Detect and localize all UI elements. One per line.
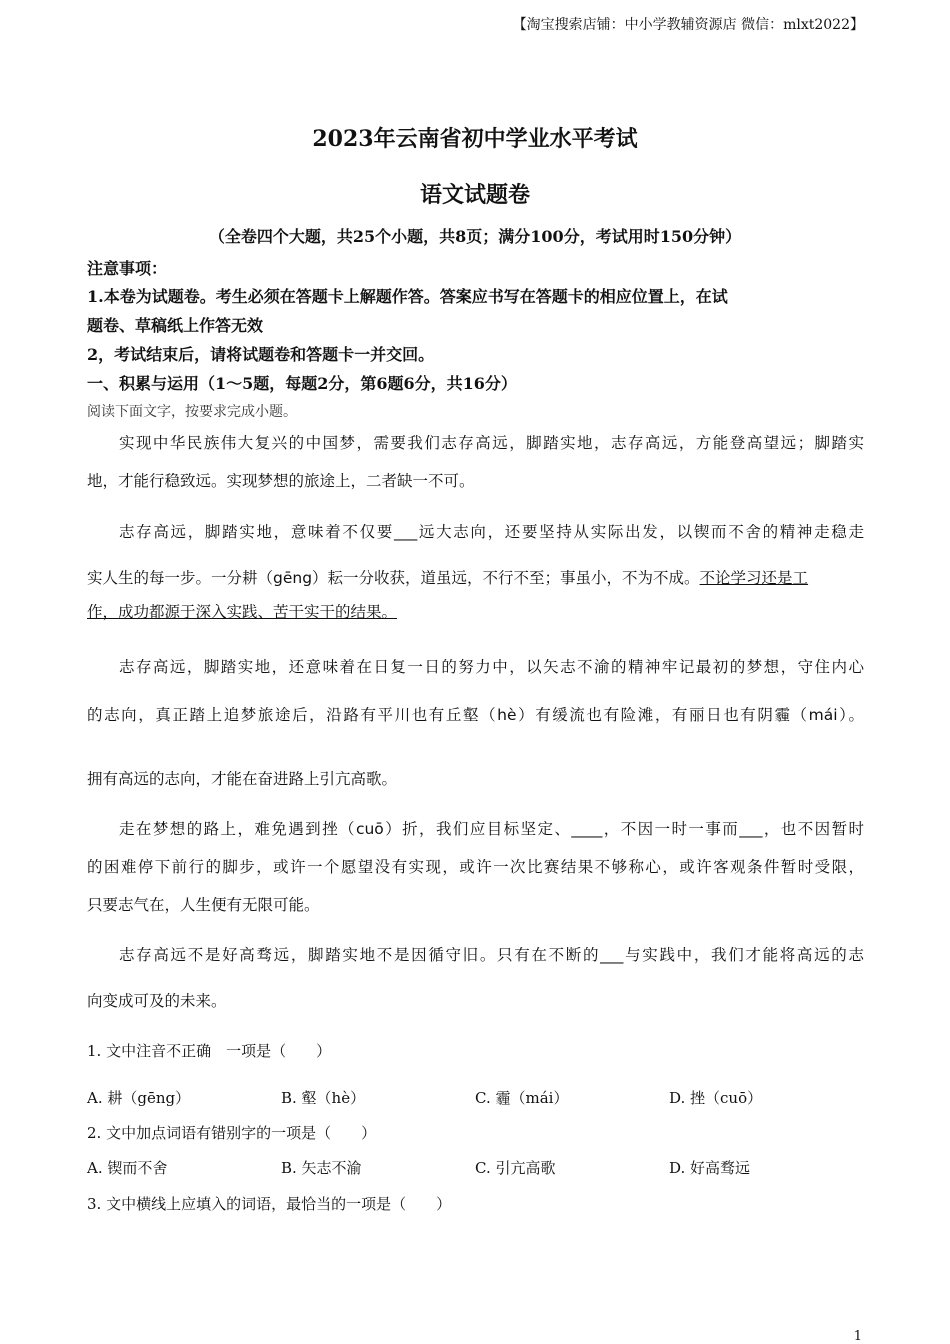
q2-option-b[interactable]: B. 矢志不渝 — [281, 1159, 362, 1177]
question-1: 1. 文中注音不正确 一项是（ ） — [87, 1042, 332, 1060]
question-3: 3. 文中横线上应填入的词语，最恰当的一项是（ ） — [87, 1195, 452, 1213]
underlined-sentence: 不论学习还是工 — [699, 569, 809, 587]
passage-line: 的志向，真正踏上追梦旅途后，沿路有平川也有丘壑（hè）有缓流也有险滩，有丽日也有阴霾（mái）。 — [87, 706, 864, 724]
reading-instruction: 阅读下面文字，按要求完成小题。 — [87, 404, 297, 420]
notice-item-2: 2，考试结束后，请将试题卷和答题卡一并交回。 — [87, 345, 435, 364]
passage-paragraph-4 — [87, 810, 864, 924]
passage-line: 志存高远，脚踏实地，还意味着在日复一日的努力中，以矢志不渝的精神牢记最初的梦想，守住内心 — [119, 658, 864, 676]
exam-subtitle: 语文试题卷 — [419, 182, 530, 208]
passage-line: 拥有高远的志向，才能在奋进路上引亢高歌。 — [87, 770, 398, 788]
passage-line — [87, 593, 864, 631]
passage-paragraph-1 — [87, 424, 864, 500]
q2-option-a[interactable]: A. 锲而不舍 — [87, 1159, 168, 1177]
passage-paragraph-5 — [87, 936, 864, 1020]
exam-title: 2023年云南省初中学业水平考试 — [312, 126, 638, 152]
q1-option-a[interactable]: A. 耕（gēng） — [87, 1089, 191, 1107]
page-number: 1 — [853, 1329, 862, 1344]
q2-option-d[interactable]: D. 好高骛远 — [669, 1159, 751, 1177]
question-2: 2. 文中加点词语有错别字的一项是（ ） — [87, 1124, 377, 1142]
passage-line: 走在梦想的路上，难免遇到挫（cuō）折，我们应目标坚定、____，不因一时一事而___，也不因暂时 — [119, 820, 864, 838]
passage-line — [87, 559, 864, 597]
section-heading: 一、积累与运用（1～5题，每题2分，第6题6分，共16分） — [87, 374, 517, 393]
passage-line: 的困难停下前行的脚步，或许一个愿望没有实现，或许一次比赛结果不够称心，或许客观条件暂时受限， — [87, 858, 864, 876]
passage-line: 向变成可及的未来。 — [87, 992, 227, 1010]
passage-line: 只要志气在，人生便有无限可能。 — [87, 896, 320, 914]
notice-heading: 注意事项： — [87, 259, 168, 278]
passage-line: 地，才能行稳致远。实现梦想的旅途上，二者缺一不可。 — [87, 472, 475, 490]
header-note: 【淘宝搜索店铺：中小学教辅资源店 微信：mlxt2022】 — [512, 17, 864, 33]
q1-option-b[interactable]: B. 壑（hè） — [281, 1089, 366, 1107]
underlined-sentence-cont: 作，成功都源于深入实践、苦干实干的结果。 — [87, 603, 398, 621]
q1-option-d[interactable]: D. 挫（cuō） — [669, 1089, 763, 1107]
q2-option-c[interactable]: C. 引亢高歌 — [475, 1159, 556, 1177]
exam-info: （全卷四个大题，共25个小题，共8页；满分100分，考试用时150分钟） — [208, 227, 742, 246]
notice-item-1-cont: 题卷、草稿纸上作答无效 — [87, 316, 264, 335]
passage-paragraph-2 — [87, 513, 864, 631]
passage-text: 实人生的每一步。一分耕（gēng）耘一分收获，道虽远，不行不至；事虽小，不为不成。 — [87, 569, 700, 587]
passage-line: 志存高远，脚踏实地，意味着不仅要___远大志向，还要坚持从实际出发，以锲而不舍的精神走稳走 — [119, 523, 864, 541]
passage-line: 实现中华民族伟大复兴的中国梦，需要我们志存高远，脚踏实地，志存高远，方能登高望远；脚踏实 — [119, 434, 864, 452]
passage-line: 志存高远不是好高骛远，脚踏实地不是因循守旧。只有在不断的___与实践中，我们才能将高远的志 — [119, 946, 864, 964]
q1-option-c[interactable]: C. 霾（mái） — [475, 1089, 569, 1107]
notice-item-1: 1.本卷为试题卷。考生必须在答题卡上解题作答。答案应书写在答题卡的相应位置上，在试 — [87, 287, 728, 306]
passage-paragraph-3 — [87, 648, 864, 798]
